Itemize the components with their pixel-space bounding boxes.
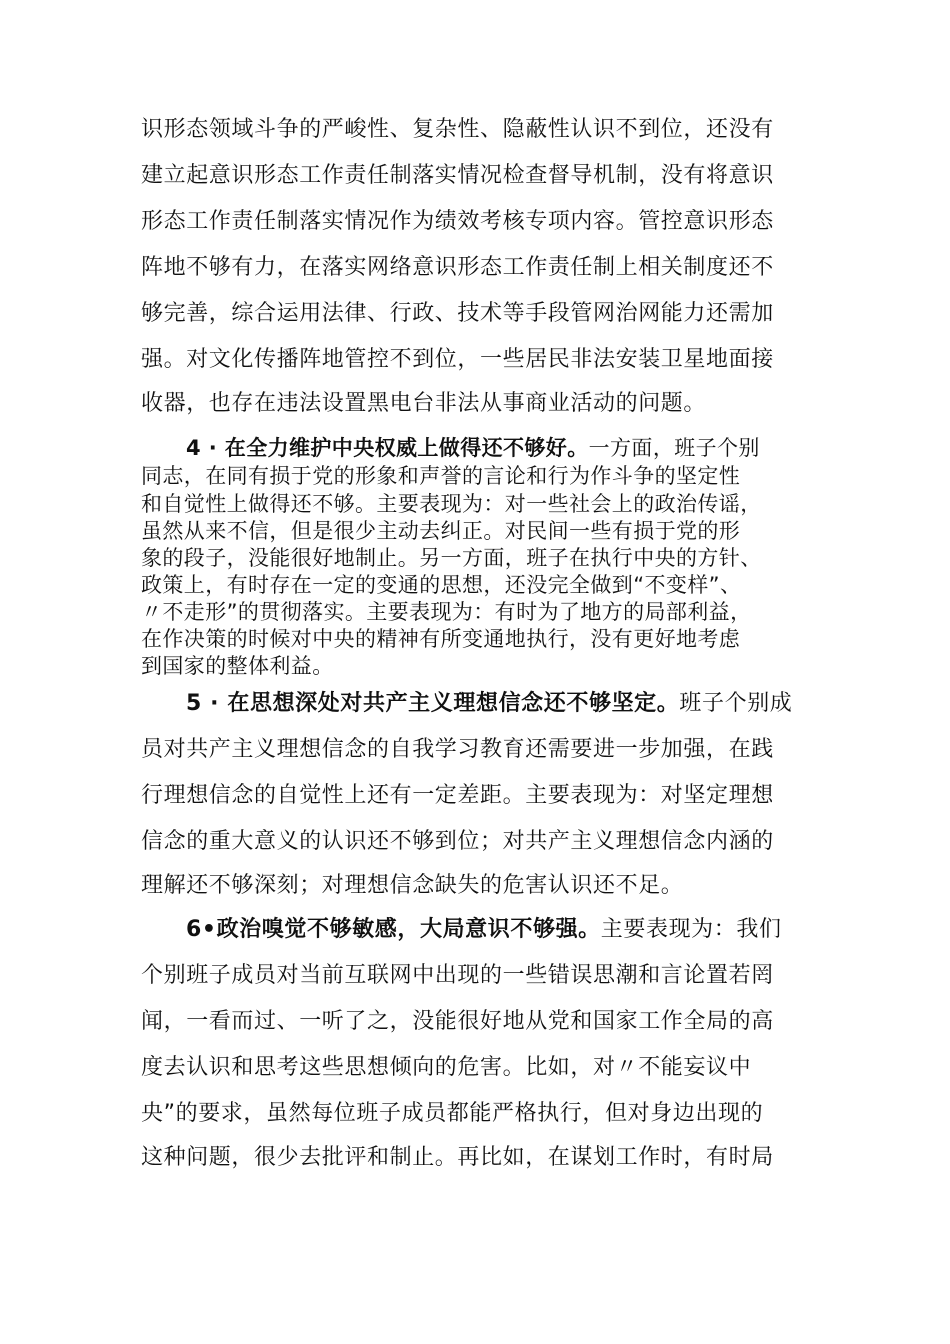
text-line: 建立起意识形态工作责任制落实情况检查督导机制，没有将意识 — [141, 163, 774, 188]
text-line: 政策上，有时存在一定的变通的思想，还没完全做到“不变样”、 — [141, 573, 742, 597]
text-line: 员对共产主义理想信念的自我学习教育还需要进一步加强，在践 — [141, 737, 774, 762]
text-line: 行理想信念的自觉性上还有一定差距。主要表现为：对坚定理想 — [141, 783, 774, 808]
text-line: 在作决策的时候对中央的精神有所变通地执行，没有更好地考虑 — [141, 627, 741, 651]
text-line: 央”的要求，虽然每位班子成员都能严格执行，但对身边出现的 — [141, 1101, 764, 1126]
text-line: 识形态领域斗争的严峻性、复杂性、隐蔽性认识不到位，还没有 — [141, 117, 774, 142]
text-line: 象的段子，没能很好地制止。另一方面，班子在执行中央的方针、 — [141, 546, 762, 570]
paragraph-4-heading: 4 · 在全力维护中央权威上做得还不够好。 — [186, 436, 589, 460]
text-line: 强。对文化传播阵地管控不到位，一些居民非法安装卫星地面接 — [141, 347, 774, 372]
text-line: 闻，一看而过、一听了之，没能很好地从党和国家工作全局的高 — [141, 1009, 774, 1034]
text-line: 个别班子成员对当前互联网中出现的一些错误思潮和言论置若罔 — [141, 963, 774, 988]
text-line: 够完善，综合运用法律、行政、技术等手段管网治网能力还需加 — [141, 301, 774, 326]
text-line: 和自觉性上做得还不够。主要表现为：对一些社会上的政治传谣， — [141, 492, 762, 516]
text-line: 度去认识和思考这些思想倾向的危害。比如，对〃不能妄议中 — [141, 1055, 752, 1080]
text-line: 〃不走形”的贯彻落实。主要表现为：有时为了地方的局部利益， — [141, 600, 752, 624]
text-line: 信念的重大意义的认识还不够到位；对共产主义理想信念内涵的 — [141, 829, 774, 854]
paragraph-5-first-line-rest: 班子个别成 — [679, 691, 793, 716]
text-line: 收器，也存在违法设置黑电台非法从事商业活动的问题。 — [141, 391, 707, 416]
text-line: 阵地不够有力，在落实网络意识形态工作责任制上相关制度还不 — [141, 255, 774, 280]
paragraph-6-first-line-rest: 主要表现为：我们 — [600, 917, 782, 942]
paragraph-5-first-line — [186, 686, 821, 717]
paragraph-6-first-line — [186, 912, 821, 943]
text-line: 到国家的整体利益。 — [141, 654, 334, 678]
text-line: 理解还不够深刻；对理想信念缺失的危害认识还不足。 — [141, 873, 684, 898]
paragraph-5-heading: 5 · 在思想深处对共产主义理想信念还不够坚定。 — [186, 691, 680, 716]
text-line: 同志，在同有损于党的形象和声誉的言论和行为作斗争的坚定性 — [141, 464, 741, 488]
paragraph-6-heading: 6•政治嗅觉不够敏感，大局意识不够强。 — [186, 917, 601, 942]
paragraph-4-first-line — [186, 432, 821, 462]
text-line: 这种问题，很少去批评和制止。再比如，在谋划工作时，有时局 — [141, 1145, 774, 1170]
text-line: 虽然从来不信，但是很少主动去纠正。对民间一些有损于党的形 — [141, 519, 741, 543]
text-line: 形态工作责任制落实情况作为绩效考核专项内容。管控意识形态 — [141, 209, 774, 234]
paragraph-4-first-line-rest: 一方面，班子个别 — [588, 436, 760, 460]
